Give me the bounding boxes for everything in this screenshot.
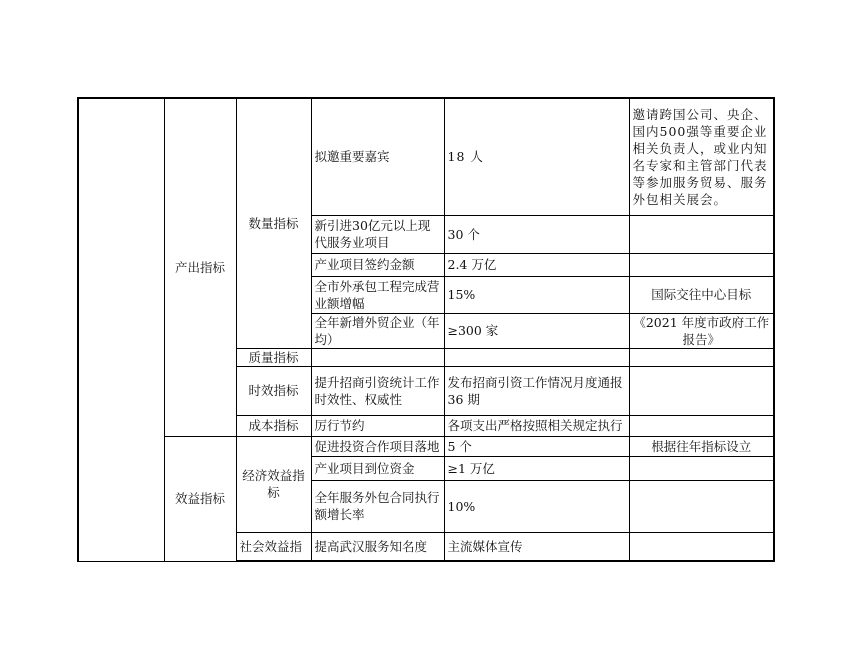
cost-indicator-label: 成本指标 — [236, 415, 311, 436]
value-cell: ≥1 万亿 — [444, 456, 629, 480]
value-cell: 30 个 — [444, 215, 629, 253]
note-cell — [629, 480, 774, 532]
indicator-cell: 产业项目签约金额 — [311, 253, 444, 276]
timeliness-indicator-label: 时效指标 — [236, 366, 311, 415]
note-cell — [629, 366, 774, 415]
value-cell: 5 个 — [444, 436, 629, 456]
value-cell: ≥300 家 — [444, 313, 629, 348]
value-cell: 2.4 万亿 — [444, 253, 629, 276]
indicator-cell: 全年新增外贸企业（年均） — [311, 313, 444, 348]
note-cell — [629, 456, 774, 480]
note-cell — [629, 532, 774, 561]
note-cell — [629, 253, 774, 276]
indicator-cell — [311, 348, 444, 366]
note-cell — [629, 348, 774, 366]
indicator-cell: 全年服务外包合同执行额增长率 — [311, 480, 444, 532]
indicator-cell: 提高武汉服务知名度 — [311, 532, 444, 561]
note-cell — [629, 215, 774, 253]
table-row — [78, 98, 774, 215]
note-cell: 根据往年指标设立 — [629, 436, 774, 456]
indicator-cell: 新引进30亿元以上现代服务业项目 — [311, 215, 444, 253]
indicator-cell: 厉行节约 — [311, 415, 444, 436]
value-cell: 18 人 — [444, 98, 629, 215]
note-cell: 国际交往中心目标 — [629, 276, 774, 313]
quality-indicator-label: 质量指标 — [236, 348, 311, 366]
performance-indicator-table — [77, 97, 775, 562]
social-benefit-label: 社会效益指 — [236, 532, 311, 561]
indicator-cell: 促进投资合作项目落地 — [311, 436, 444, 456]
value-cell: 15% — [444, 276, 629, 313]
indicator-cell: 全市外承包工程完成营业额增幅 — [311, 276, 444, 313]
note-cell: 邀请跨国公司、央企、国内500强等重要企业相关负责人，或业内知名专家和主管部门代表等参加服务贸易、服务外包相关展会。 — [629, 98, 774, 215]
value-cell: 主流媒体宣传 — [444, 532, 629, 561]
quantity-indicator-label: 数量指标 — [236, 98, 311, 348]
note-cell — [629, 415, 774, 436]
value-cell: 发布招商引资工作情况月度通报 36 期 — [444, 366, 629, 415]
output-indicator-label: 产出指标 — [164, 98, 236, 436]
indicator-cell: 拟邀重要嘉宾 — [311, 98, 444, 215]
value-cell — [444, 348, 629, 366]
blank-category-cell — [78, 98, 164, 561]
indicator-cell: 提升招商引资统计工作时效性、权威性 — [311, 366, 444, 415]
note-cell: 《2021 年度市政府工作报告》 — [629, 313, 774, 348]
benefit-indicator-label: 效益指标 — [164, 436, 236, 561]
indicator-cell: 产业项目到位资金 — [311, 456, 444, 480]
value-cell: 10% — [444, 480, 629, 532]
value-cell: 各项支出严格按照相关规定执行 — [444, 415, 629, 436]
table-row — [78, 436, 774, 456]
economic-benefit-label: 经济效益指标 — [236, 436, 311, 532]
